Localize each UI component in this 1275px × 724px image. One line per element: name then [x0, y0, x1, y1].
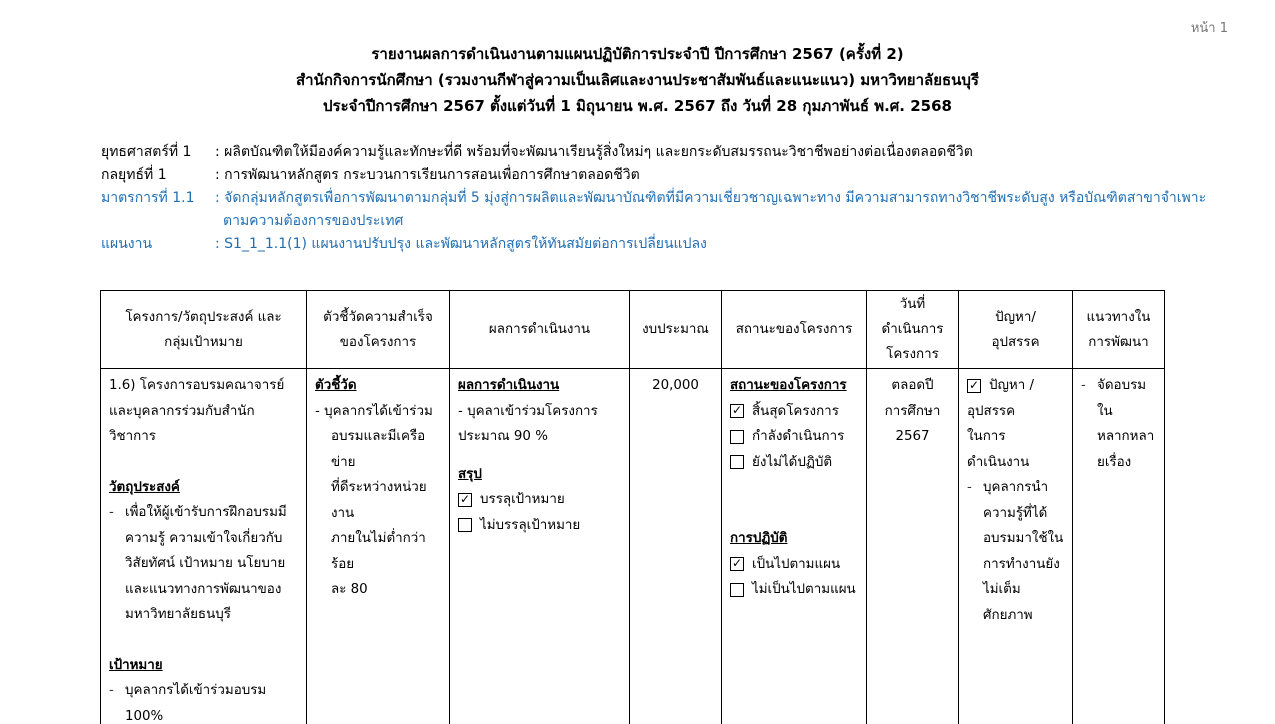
objective-heading: วัตถุประสงค์: [109, 479, 180, 495]
plan-meta: [101, 141, 1241, 256]
header-date: วันที่ ดำเนินการ โครงการ: [867, 291, 959, 369]
measure-value-line1: : จัดกลุ่มหลักสูตรเพื่อการพัฒนาตามกลุ่มที่ 5 มุ่งสู่การผลิตและพัฒนาบัณฑิตที่มีความเชี่ยวชาญเฉพาะทาง มีความสามารถทางวิชาชีพระดับสูง หรือบัณฑิตสาขาจำเพาะ: [215, 190, 1207, 206]
cell-budget: 20,000: [630, 369, 722, 724]
summary-not-achieved-checkbox: ไม่บรรลุเป้าหมาย: [458, 513, 621, 539]
cell-guideline: [1073, 369, 1165, 724]
header-organization: สำนักกิจการนักศึกษา (รวมงานกีฬาสู่ความเป็นเลิศและงานประชาสัมพันธ์และแนะแนว) มหาวิทยาลัยธนบุรี: [296, 71, 979, 89]
cell-problem: ✓ ปัญหา / อุปสรรค ในการ ดำเนินงาน - บุคลากรนำ ความรู้ที่ได้ อบรมมาใช้ใน การทำงานยัง ไม่เต็ม ศักยภาพ: [959, 369, 1073, 724]
result-heading: ผลการดำเนินงาน: [458, 378, 560, 393]
status-in-progress-checkbox: กำลังดำเนินการ: [730, 424, 858, 450]
measure-value: [215, 187, 1241, 233]
status-heading: สถานะของโครงการ: [730, 378, 847, 393]
checked-box-icon: ✓: [731, 556, 743, 571]
cell-project: 1.6) โครงการอบรมคณาจารย์ และบุคลากรร่วมกับสำนัก วิชาการ วัตถุประสงค์ - เพื่อให้ผู้เข้ารับการฝึกอบรมมี ความรู้ ความเข้าใจเกี่ยวกับ วิสัยทัศน์ เป้าหมาย นโยบาย และแนวทางการพัฒนาของ มหาวิทยาลัยธนบุรี เป้าหมาย - บุคลากรได้เข้าร่วมอบรม 100%: [101, 369, 307, 724]
plan-label: แผนงาน: [101, 236, 153, 252]
checked-box-icon: ✓: [459, 491, 471, 506]
problem-checkbox: ✓ ปัญหา /: [968, 377, 1035, 393]
tactic-label: กลยุทธ์ที่ 1: [101, 167, 167, 183]
status-not-started-checkbox: ยังไม่ได้ปฏิบัติ: [730, 450, 858, 476]
header-problem: ปัญหา/ อุปสรรค: [959, 291, 1073, 369]
empty-box-icon: [730, 583, 744, 597]
practice-as-planned-checkbox: ✓ เป็นไปตามแผน: [731, 556, 841, 572]
target-heading: เป้าหมาย: [109, 657, 163, 673]
summary-heading: สรุป: [458, 466, 482, 482]
status-completed-checkbox: ✓ สิ้นสุดโครงการ: [731, 403, 839, 419]
header-status: สถานะของโครงการ: [722, 291, 867, 369]
summary-achieved-checkbox: ✓ บรรลุเป้าหมาย: [459, 491, 565, 507]
header-project: โครงการ/วัตถุประสงค์ และ กลุ่มเป้าหมาย: [101, 291, 307, 369]
header-title: รายงานผลการดำเนินงานตามแผนปฏิบัติการประจำปี ปีการศึกษา 2567 (ครั้งที่ 2): [371, 45, 904, 63]
guideline-item: - จัดอบรม ใน หลากหลา ยเรื่อง: [1081, 378, 1155, 470]
checked-box-icon: ✓: [968, 377, 980, 392]
plan-row: [101, 233, 1241, 256]
tactic-row: [101, 164, 1241, 187]
problem-item: - บุคลากรนำ ความรู้ที่ได้ อบรมมาใช้ใน การทำงานยัง ไม่เต็ม ศักยภาพ: [967, 480, 1064, 623]
strategy-value: : ผลิตบัณฑิตให้มีองค์ความรู้และทักษะที่ดี พร้อมที่จะพัฒนาเรียนรู้สิ่งใหม่ๆ และยกระดับสมรรถนะวิชาชีพอย่างต่อเนื่องตลอดชีวิต: [215, 144, 973, 160]
empty-box-icon: [730, 455, 744, 469]
empty-box-icon: [730, 430, 744, 444]
header-result: ผลการดำเนินงาน: [450, 291, 630, 369]
cell-indicator: ตัวชี้วัด - บุคลากรได้เข้าร่วม อบรมและมีเครือข่าย ที่ดีระหว่างหน่วยงาน ภายในไม่ต่ำกว่า ร้อย ละ 80: [307, 369, 450, 724]
header-budget: งบประมาณ: [630, 291, 722, 369]
indicator-heading: ตัวชี้วัด: [315, 378, 357, 393]
report-table: [100, 290, 1165, 724]
header-indicator: ตัวชี้วัดความสำเร็จ ของโครงการ: [307, 291, 450, 369]
practice-heading: การปฏิบัติ: [730, 531, 788, 546]
measure-label: มาตรการที่ 1.1: [101, 190, 195, 206]
strategy-row: [101, 141, 1241, 164]
tactic-value: : การพัฒนาหลักสูตร กระบวนการเรียนการสอนเพื่อการศึกษาตลอดชีวิต: [215, 167, 640, 183]
cell-status: [722, 369, 867, 724]
strategy-label: ยุทธศาสตร์ที่ 1: [101, 144, 192, 160]
cell-result: ผลการดำเนินงาน - บุคลาเข้าร่วมโครงการ ประมาณ 90 % สรุป ✓ บรรลุเป้าหมาย ไม่บรรลุเป้าหมาย: [450, 369, 630, 724]
table-row: [101, 369, 1165, 724]
cell-date: ตลอดปี การศึกษา 2567: [867, 369, 959, 724]
page-number: หน้า 1: [1190, 21, 1228, 36]
measure-row: [101, 187, 1241, 233]
target-item: - บุคลากรได้เข้าร่วมอบรม 100%: [109, 683, 267, 724]
objective-item: - เพื่อให้ผู้เข้ารับการฝึกอบรมมี ความรู้ ความเข้าใจเกี่ยวกับ วิสัยทัศน์ เป้าหมาย นโยบาย และแนวทางการพัฒนาของ มหาวิทยาลัยธนบุรี: [109, 505, 287, 622]
checked-box-icon: ✓: [731, 403, 743, 418]
plan-value: : S1_1_1.1(1) แผนงานปรับปรุง และพัฒนาหลักสูตรให้ทันสมัยต่อการเปลี่ยนแปลง: [215, 236, 707, 252]
empty-box-icon: [458, 518, 472, 532]
measure-value-line2: ตามความต้องการของประเทศ: [223, 213, 404, 229]
table-header-row: [101, 291, 1165, 369]
header-guideline: แนวทางใน การพัฒนา: [1073, 291, 1165, 369]
header-period: ประจำปีการศึกษา 2567 ตั้งแต่วันที่ 1 มิถุนายน พ.ศ. 2567 ถึง วันที่ 28 กุมภาพันธ์ พ.ศ. 2568: [323, 97, 952, 115]
report-header: [0, 41, 1275, 119]
practice-not-as-planned-checkbox: ไม่เป็นไปตามแผน: [730, 577, 858, 603]
